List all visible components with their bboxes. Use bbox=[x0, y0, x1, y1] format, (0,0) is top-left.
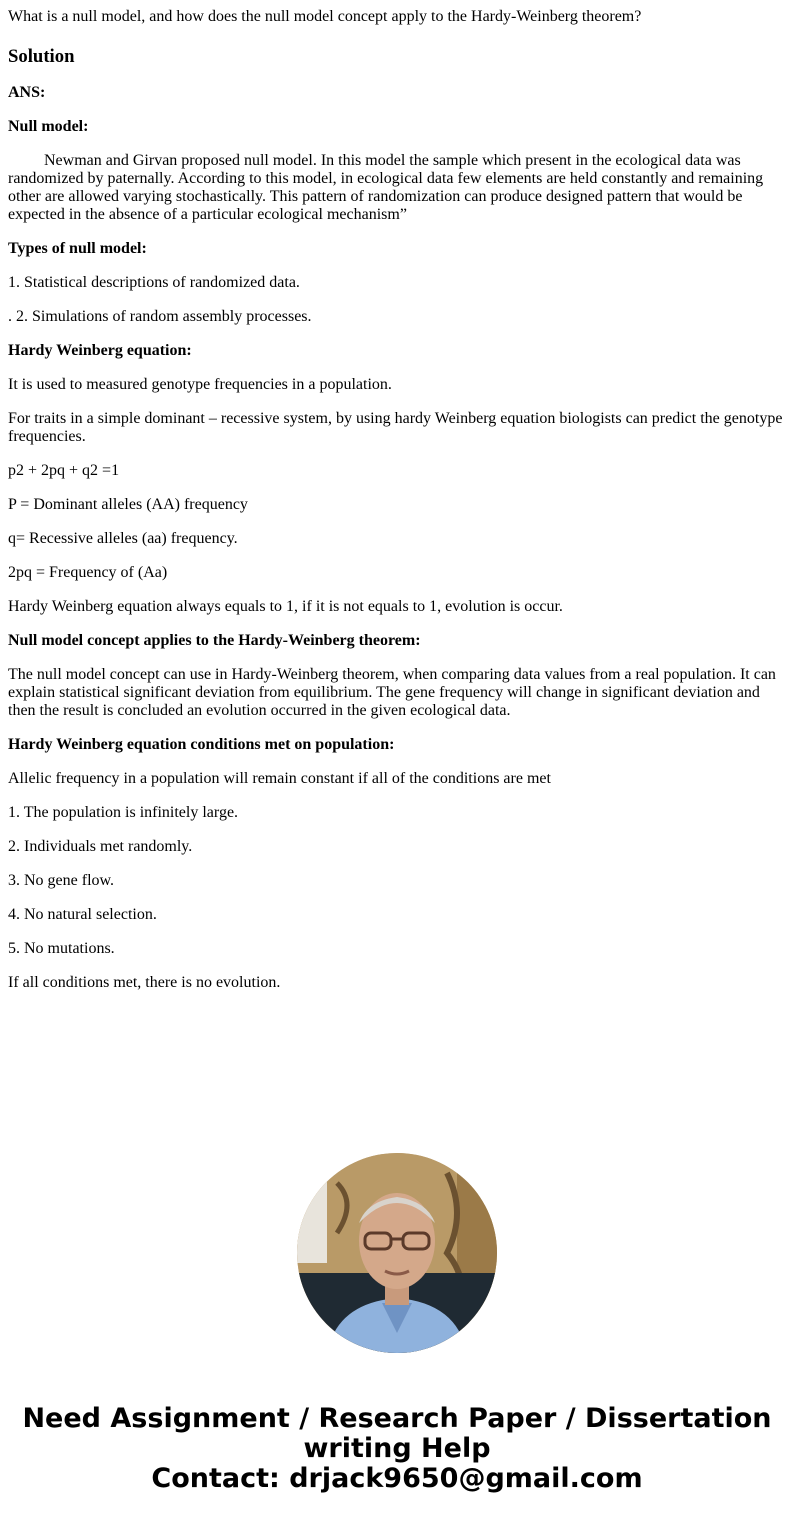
footer-line: Need Assignment / Research Paper / Dissertation bbox=[22, 1403, 772, 1434]
list-item: 1. The population is infinitely large. bbox=[8, 804, 239, 821]
question-text: What is a null model, and how does the null model concept apply to the Hardy-Weinberg theorem? bbox=[8, 8, 642, 25]
ans-label: ANS: bbox=[8, 84, 46, 101]
solution-heading: Solution bbox=[8, 46, 75, 67]
list-item: . 2. Simulations of random assembly processes. bbox=[8, 308, 312, 325]
list-item: 3. No gene flow. bbox=[8, 872, 115, 889]
list-item: 2. Individuals met randomly. bbox=[8, 838, 193, 855]
definition: 2pq = Frequency of (Aa) bbox=[8, 564, 168, 581]
document-body bbox=[8, 8, 786, 1008]
concept-heading: Null model concept applies to the Hardy-Weinberg theorem: bbox=[8, 632, 421, 649]
definition: P = Dominant alleles (AA) frequency bbox=[8, 496, 248, 513]
list-item: 4. No natural selection. bbox=[8, 906, 157, 923]
types-heading: Types of null model: bbox=[8, 240, 147, 257]
paragraph: For traits in a simple dominant – recessive system, by using hardy Weinberg equation biologists can predict the genotype frequencies. bbox=[8, 410, 783, 445]
avatar bbox=[297, 1153, 497, 1353]
footer-line: writing Help bbox=[303, 1433, 491, 1464]
conditions-heading: Hardy Weinberg equation conditions met on population: bbox=[8, 736, 395, 753]
paragraph: Allelic frequency in a population will remain constant if all of the conditions are met bbox=[8, 770, 551, 787]
conclusion: If all conditions met, there is no evolution. bbox=[8, 974, 281, 991]
equation: p2 + 2pq + q2 =1 bbox=[8, 462, 120, 479]
null-model-paragraph: Newman and Girvan proposed null model. In this model the sample which present in the ecological data was randomized by paternally. According to this model, in ecological data few elements are held constantly and remaining other are allowed varying stochastically. This pattern of randomization can produce designed pattern that would be expected in the absence of a particular ecological mechanism” bbox=[8, 152, 764, 223]
paragraph: It is used to measured genotype frequencies in a population. bbox=[8, 376, 392, 393]
footer-banner bbox=[0, 1404, 794, 1494]
paragraph: Hardy Weinberg equation always equals to 1, if it is not equals to 1, evolution is occur. bbox=[8, 598, 563, 615]
concept-paragraph: The null model concept can use in Hardy-Weinberg theorem, when comparing data values from a real population. It can explain statistical significant deviation from equilibrium. The gene frequency will change in significant deviation and then the result is concluded an evolution occurred in the given ecological data. bbox=[8, 666, 776, 719]
definition: q= Recessive alleles (aa) frequency. bbox=[8, 530, 238, 547]
list-item: 5. No mutations. bbox=[8, 940, 115, 957]
avatar-portrait-icon bbox=[297, 1153, 497, 1353]
null-model-heading: Null model: bbox=[8, 118, 89, 135]
footer-contact: Contact: drjack9650@gmail.com bbox=[151, 1463, 643, 1494]
list-item: 1. Statistical descriptions of randomized data. bbox=[8, 274, 300, 291]
hardy-weinberg-heading: Hardy Weinberg equation: bbox=[8, 342, 192, 359]
